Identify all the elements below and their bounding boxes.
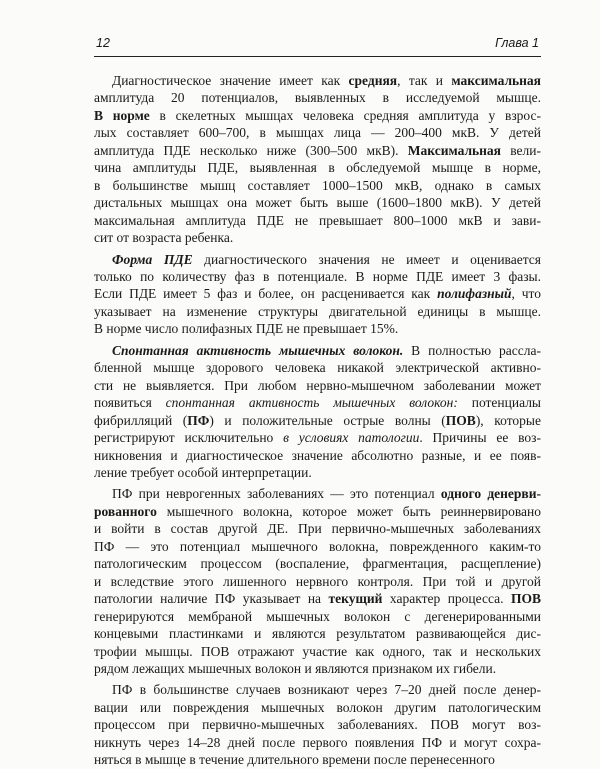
text-line [94,124,541,141]
paragraph [94,485,541,677]
emphasis-run: спонтанная активность мышечных волокон: [165,395,458,411]
text-line [94,716,541,733]
text-line [94,320,541,337]
text-line [94,573,541,590]
text-run: Если ПДЕ имеет 5 фаз и более, он расценивается как [94,286,438,302]
text-line [94,89,541,106]
text-line [94,251,541,268]
text-line [94,342,541,359]
text-line [94,503,541,520]
text-run: только по количеству фаз в потенциале. В норме ПДЕ имеет 3 фазы. [94,268,541,284]
text-line [94,229,541,246]
text-run: ПФ — это потенциал мышечного волокна, поврежденного каким-то [94,538,541,554]
text-line [94,394,541,411]
text-run: ПФ при неврогенных заболеваниях — это потенциал [112,486,441,502]
emphasis-run: ПОВ [510,591,541,607]
emphasis-run: В норме [94,107,150,123]
text-run: сти не выявляется. При любом нервно-мышечном заболевании может [94,377,541,393]
text-run: характер процесса. [382,591,511,607]
text-run: потенциалы [457,395,542,411]
text-line [94,429,541,446]
emphasis-run: Форма ПДЕ [112,251,193,267]
text-run: фибрилляций ( [94,412,188,428]
text-line [94,107,541,124]
emphasis-run: максимальная [451,73,541,88]
text-line [94,268,541,285]
text-line [94,285,541,302]
text-run: В полностью рассла- [403,342,541,358]
page-number: 12 [96,36,110,50]
emphasis-run: рованного [94,503,157,519]
paragraph [94,681,541,768]
text-run: , так и [397,73,452,88]
paragraph [94,251,541,338]
text-line [94,555,541,572]
text-run: дистальных мышцах она может быть выше (1600–1800 мкВ). У детей [94,195,541,211]
text-line [94,538,541,555]
text-line [94,751,541,768]
text-run: ) и положительные острые волны ( [209,412,446,428]
text-run: концевыми пластинками и являются результатом развивающейся дис- [94,626,541,642]
text-line [94,359,541,376]
text-line [94,485,541,502]
text-line [94,734,541,751]
emphasis-run: ПФ [187,412,210,428]
emphasis-run: Спонтанная активность мышечных волокон. [112,342,404,358]
emphasis-run: в условиях патологии [283,430,420,446]
text-line [94,447,541,464]
text-run: и войти в состав другой ДЕ. При первично-мышечных заболеваниях [94,521,541,537]
text-run: диагностического значения не имеет и оценивается [192,251,541,267]
text-line [94,194,541,211]
emphasis-run: Максимальная [407,142,501,158]
text-run: ление требует особой интерпретации. [94,464,312,480]
text-line [94,699,541,716]
text-run: лых составляет 600–700, в мышцах лица — 200–400 мкВ. У детей [94,125,541,141]
text-line [94,681,541,698]
running-header [94,30,541,57]
text-line [94,377,541,394]
text-line [94,412,541,429]
paragraph [94,72,541,247]
text-run: максимальная амплитуда ПДЕ не превышает 800–1000 мкВ и зави- [94,212,541,228]
text-line [94,464,541,481]
text-line [94,72,541,89]
text-run: трофии мышцы. ПОВ отражают участие как одного, так и нескольких [94,643,541,659]
paragraph [94,342,541,482]
text-line [94,625,541,642]
text-run: патологическим процессом (воспаление, фрагментация, расщепление) [94,556,541,572]
text-run: бленной мышце здорового человека никакой электрической активно- [94,360,541,376]
text-run: процессом при первично-мышечных заболеваниях. ПОВ могут воз- [94,717,541,733]
text-run: чина амплитуды ПДЕ, выявленная в обследуемой мышце в норме, [94,160,541,176]
text-line [94,159,541,176]
text-line [94,212,541,229]
text-line [94,303,541,320]
text-run: указывает на изменение структуры двигательной единицы в мышце. [94,303,541,319]
text-run: появиться [94,395,166,411]
text-run: , что [511,286,541,302]
text-run: генерируются мембраной мышечных волокон с дегенерированными [94,608,541,624]
text-line [94,608,541,625]
text-run: патологии наличие ПФ указывает на [94,591,329,607]
text-run: в скелетных мышцах человека средняя амплитуда у взрос- [149,107,541,123]
text-line [94,520,541,537]
text-run: амплитуда 20 потенциалов, выявленных в исследуемой мышце. [94,90,541,106]
emphasis-run: текущий [328,591,383,607]
text-run: Диагностическое значение имеет как [112,73,349,88]
text-run: вации или повреждения мышечных волокон другим патологическим [94,699,541,715]
text-line [94,177,541,194]
text-run: рядом лежащих мышечных волокон и являются признаком их гибели. [94,660,497,676]
page-body-text [94,72,541,769]
chapter-title: Глава 1 [495,36,539,50]
text-line [94,590,541,607]
emphasis-run: одного денерви- [440,486,541,502]
text-run: амплитуда ПДЕ несколько ниже (300–500 мкВ). [94,142,408,158]
emphasis-run: средняя [348,73,398,88]
text-line [94,660,541,677]
text-run: ПФ в большинстве случаев возникают через 7–20 дней после денер- [112,682,541,698]
text-run: В норме число полифазных ПДЕ не превышает 15%. [94,321,399,337]
text-line [94,142,541,159]
text-run: вели- [501,142,541,158]
text-run: няться в мышце в течение длительного времени после перенесенного [94,752,495,768]
text-run: . Причины ее воз- [419,430,541,446]
emphasis-run: ПОВ [445,412,476,428]
text-run: в большинстве мышц составляет 1000–1500 мкВ, однако в самых [94,177,541,193]
text-line [94,643,541,660]
text-run: мышечного волокна, которое может быть реиннервировано [156,503,541,519]
text-run: сит от возраста ребенка. [94,230,234,246]
text-run: никновения и диагностическое значение абсолютно разные, и ее появ- [94,447,541,463]
text-run: никнуть через 14–28 дней после первого появления ПФ и могут сохра- [94,734,541,750]
text-run: и вследствие этого лишенного нервного контроля. При той и другой [94,573,541,589]
text-run: ), которые [475,412,541,428]
text-run: регистрируют исключительно [94,430,284,446]
emphasis-run: полифазный [437,286,512,302]
